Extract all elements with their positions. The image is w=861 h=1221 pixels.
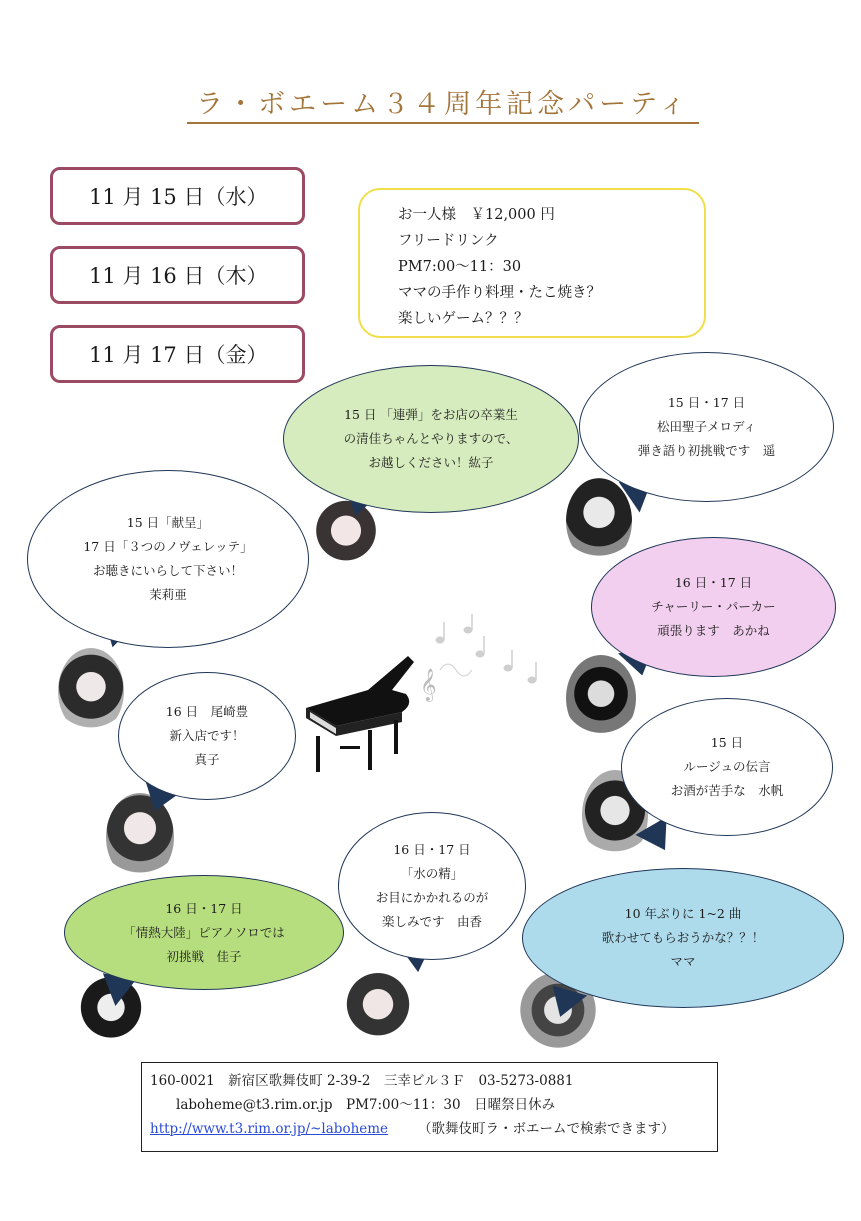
price-line: お一人様 ￥12,000 円 xyxy=(398,207,555,223)
speech-bubble-mama: 10 年ぶりに 1~2 曲 歌わせてもらおうかな？？！ ママ xyxy=(522,868,844,1008)
price-info-box xyxy=(358,188,706,338)
portrait-yuka xyxy=(345,970,411,1046)
speech-bubble-yuka: 16 日・17 日 「水の精」 お目にかかれるのが 楽しみです 由香 xyxy=(338,812,526,960)
speech-bubble-mako: 16 日 尾崎豊 新入店です！ 真子 xyxy=(118,672,296,800)
speech-bubble-kouko: 15 日 「連弾」をお店の卒業生 の清佳ちゃんとやりますので、 お越しください！紘子 xyxy=(283,365,579,513)
footer-info-box xyxy=(141,1062,718,1152)
speech-bubble-haruka: 15 日・17 日 松田聖子メロディ 弾き語り初挑戦です 遥 xyxy=(579,352,834,502)
drink-line: フリードリンク xyxy=(398,233,499,249)
speech-bubble-maria: 15 日「献呈」 17 日「３つのノヴェレッテ」 お聴きにいらして下さい！ 茉莉亜 xyxy=(27,470,309,648)
svg-text:𝄞: 𝄞 xyxy=(420,668,437,701)
date-box-17: 11 月 17 日（金） xyxy=(50,325,305,383)
date-box-16: 11 月 16 日（木） xyxy=(50,246,305,304)
grand-piano-icon xyxy=(296,650,456,780)
food-line: ママの手作り料理・たこ焼き？ xyxy=(398,285,601,301)
date-box-15: 11 月 15 日（水） xyxy=(50,167,305,225)
speech-bubble-keiko: 16 日・17 日 「情熱大陸」ピアノソロでは 初挑戦 佳子 xyxy=(64,875,344,990)
time-line: PM7:00〜11：30 xyxy=(398,259,522,275)
address-line: 160-0021 新宿区歌舞伎町 2-39-2 三幸ビル３Ｆ 03-5273-0881 xyxy=(150,1073,574,1089)
speech-bubble-akane: 16 日・17 日 チャーリー・パーカー 頑張ります あかね xyxy=(591,537,836,677)
page-title: ラ・ボエーム３４周年記念パーティ xyxy=(187,82,699,124)
speech-bubble-mizuho: 15 日 ルージュの伝言 お酒が苦手な 水帆 xyxy=(621,698,833,836)
url-line xyxy=(150,1117,717,1141)
search-note: （歌舞伎町ラ・ボエームで検索できます） xyxy=(418,1121,675,1137)
portrait-maria xyxy=(58,648,124,734)
game-line: 楽しいゲーム？？？ xyxy=(398,311,529,327)
website-link[interactable]: http://www.t3.rim.or.jp/~laboheme xyxy=(150,1121,389,1137)
email-hours-line: laboheme@t3.rim.or.jp PM7:00〜11：30 日曜祭日休み xyxy=(176,1097,556,1113)
